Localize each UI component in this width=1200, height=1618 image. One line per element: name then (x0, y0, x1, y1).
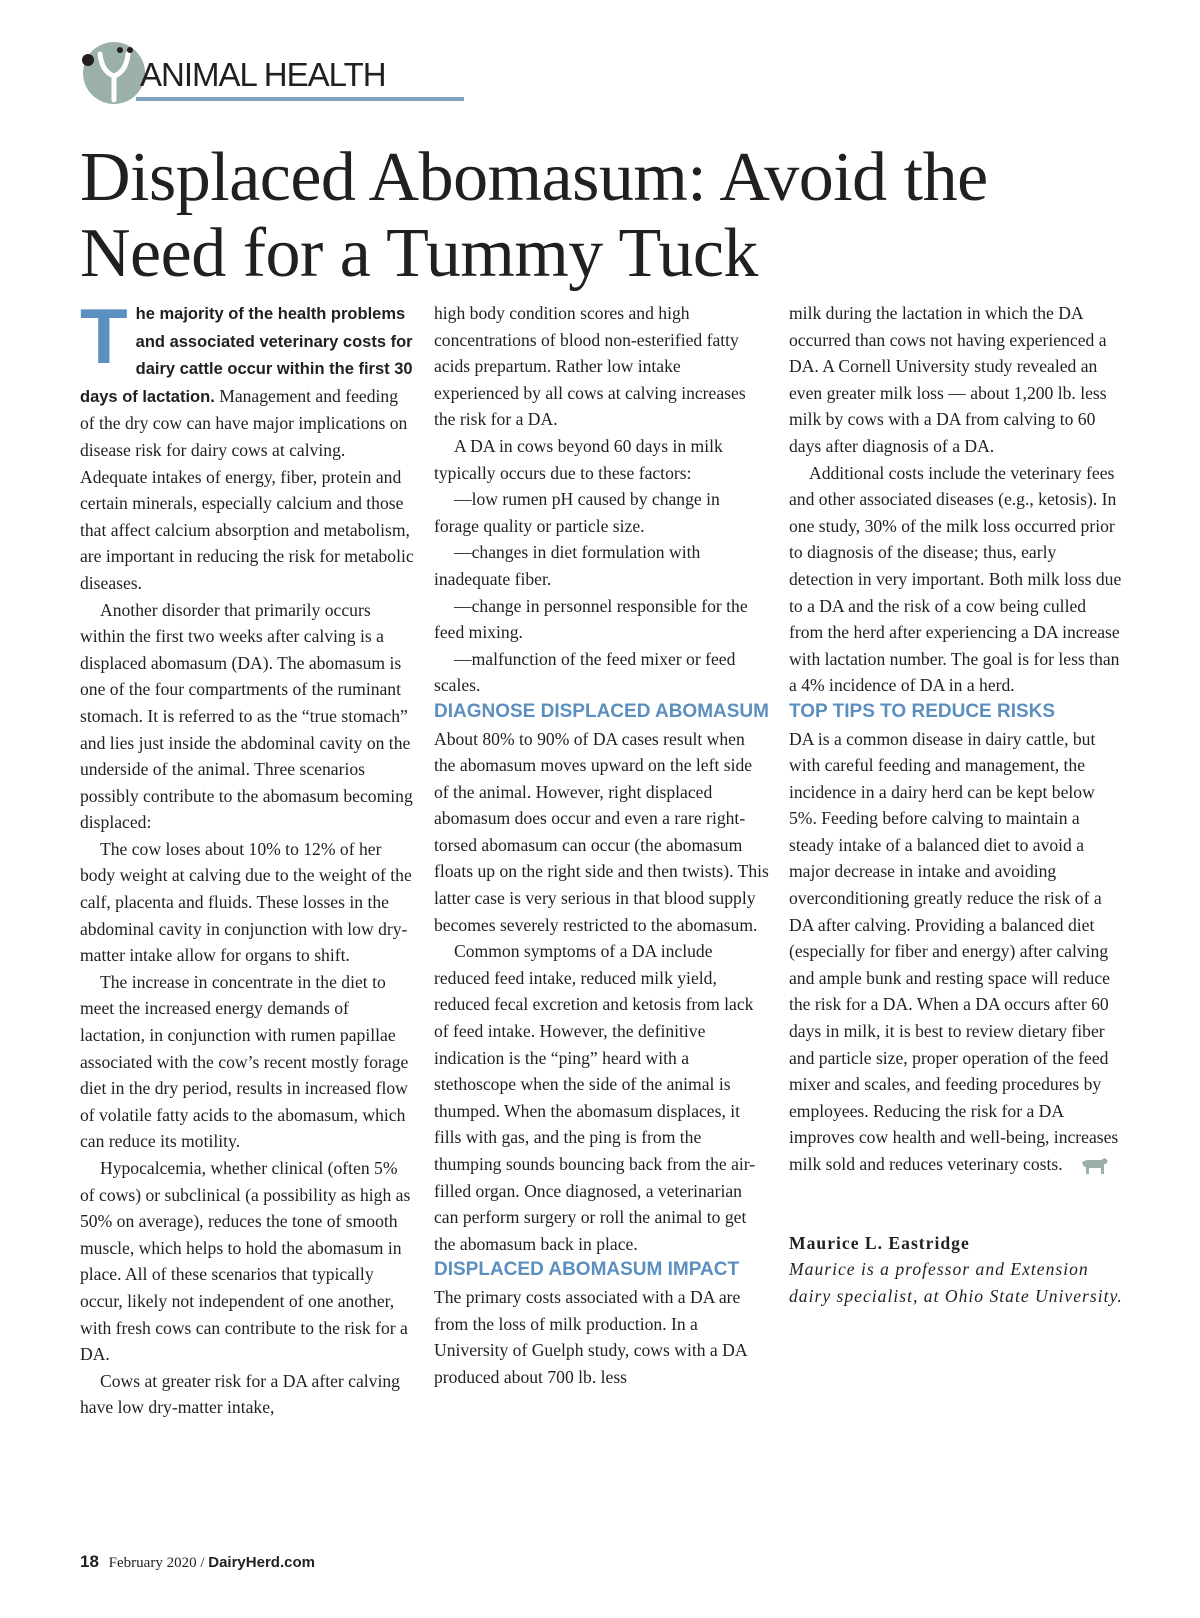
section-header (80, 40, 390, 106)
factor-item: —low rumen pH caused by change in forage quality or particle size. (434, 489, 720, 536)
body-paragraph: Additional costs include the veterinary fees and other associated diseases (e.g., ketosis). In one study, 30% of the milk loss occurred prior to diagnosis of the disease; thus, early detection in very important. Both milk loss due to a DA and the risk of a cow being culled from the herd after experiencing a DA increase with lactation number. The goal is for less than a 4% incidence of DA in a herd. (789, 462, 1122, 696)
article-title: Displaced Abomasum: Avoid the Need for a Tummy Tuck (80, 139, 988, 292)
drop-cap: T (80, 292, 128, 380)
section-label: ANIMAL HEALTH (140, 56, 386, 93)
body-paragraph: Another disorder that primarily occurs within the first two weeks after calving is a displaced abomasum (DA). The abomasum is one of the four compartments of the ruminant stomach. It is referred to as the “true stomach” and lies just inside the abdominal cavity on the underside of the animal. Three scenarios possibly contribute to the abomasum becoming displaced: (80, 599, 413, 833)
body-paragraph: About 80% to 90% of DA cases result when the abomasum moves upward on the left side of the animal. However, right displaced abomasum does occur and even a rare right-torsed abomasum can occur (the abomasum floats up on the right side and then twists). This latter case is very serious in that blood supply becomes severely restricted to the abomasum. (434, 728, 769, 935)
body-paragraph: The increase in concentrate in the diet to meet the increased energy demands of lactation, in conjunction with rumen papillae associated with the cow’s recent mostly forage diet in the dry period, results in increased flow of volatile fatty acids to the abomasum, which can reduce its motility. (80, 971, 409, 1152)
body-paragraph: A DA in cows beyond 60 days in milk typically occurs due to these factors: (434, 435, 723, 483)
column-3 (789, 300, 1124, 1309)
body-paragraph: Management and feeding of the dry cow can have major implications on disease risk for dairy cows at calving. Adequate intakes of energy, fiber, protein and certain minerals, especially calcium and those that affect calcium absorption and metabolism, are important in reducing the risk for metabolic diseases. (80, 385, 414, 593)
body-paragraph: Hypocalcemia, whether clinical (often 5% of cows) or subclinical (a possibility as high as 50% on average), reduces the tone of smooth muscle, which helps to hold the abomasum in place. All of these scenarios that typically occur, likely not independent of one another, with fresh cows can contribute to the risk for a DA. (80, 1158, 411, 1365)
author-block (789, 1230, 1124, 1310)
author-bio: Maurice is a professor and Extension dairy specialist, at Ohio State University. (789, 1259, 1123, 1306)
subhead-diagnose: DIAGNOSE DISPLACED ABOMASUM (434, 700, 769, 722)
subhead-tips: TOP TIPS TO REDUCE RISKS (789, 700, 1056, 722)
body-paragraph: The cow loses about 10% to 12% of her body weight at calving due to the weight of the calf, placenta and fluids. These losses in the abdominal cavity in conjunction with low dry-matter intake allow for organs to shift. (80, 838, 412, 966)
body-paragraph: Common symptoms of a DA include reduced feed intake, reduced milk yield, reduced fecal excretion and ketosis from lack of feed intake. However, the definitive indication is the “ping” heard with a stethoscope when the side of the animal is thumped. When the abomasum displaces, it fills with gas, and the ping is from the thumping sounds bouncing back from the air-filled organ. Once diagnosed, a veterinarian can perform surgery or roll the animal to get the abomasum back in place. (434, 941, 756, 1254)
column-2 (434, 300, 769, 1390)
column-1 (80, 292, 415, 1421)
body-paragraph: high body condition scores and high concentrations of blood non-esterified fatty acids prepartum. Rather low intake experienced by all cows at calving increases the risk for a DA. (434, 303, 746, 430)
cow-icon (1079, 1155, 1109, 1177)
author-name: Maurice L. Eastridge (789, 1232, 970, 1253)
body-paragraph: DA is a common disease in dairy cattle, but with careful feeding and management, the incidence in a dairy herd can be kept below 5%. Feeding before calving to maintain a steady intake of a balanced diet to avoid a major decrease in intake and avoiding overconditioning greatly reduce the risk of a DA after calving. Providing a balanced diet (especially for fiber and energy) after calving and ample bunk and resting space will reduce the risk for a DA. When a DA occurs after 60 days in milk, it is best to review dietary fiber and particle size, proper operation of the feed mixer and scales, and feeding procedures by employees. Reducing the risk for a DA improves cow health and well-being, increases milk sold and reduces veterinary costs. (789, 728, 1119, 1174)
page-footer (80, 1552, 315, 1572)
issue-date: February 2020 / (108, 1555, 205, 1571)
website-link[interactable]: DairyHerd.com (208, 1554, 315, 1571)
page-number: 18 (80, 1552, 99, 1571)
body-paragraph: milk during the lactation in which the DA occurred than cows not having experienced a DA. A Cornell University study revealed an even greater milk loss — about 1,200 lb. less milk by cows with a DA from calving to 60 days after diagnosis of a DA. (789, 303, 1107, 456)
section-rule (136, 97, 464, 101)
body-paragraph: Cows at greater risk for a DA after calving have low dry-matter intake, (80, 1370, 400, 1418)
factor-item: —malfunction of the feed mixer or feed scales. (434, 648, 736, 696)
lead-paragraph: he majority of the health problems and associated veterinary costs for dairy cattle occur within the first 30 days of lactation. (80, 305, 413, 406)
body-paragraph: The primary costs associated with a DA are from the loss of milk production. In a University of Guelph study, cows with a DA produced about 700 lb. less (434, 1286, 747, 1387)
factor-item: —changes in diet formulation with inadequate fiber. (434, 542, 701, 589)
factor-item: —change in personnel responsible for the feed mixing. (434, 595, 748, 643)
subhead-impact: DISPLACED ABOMASUM IMPACT (434, 1259, 740, 1281)
